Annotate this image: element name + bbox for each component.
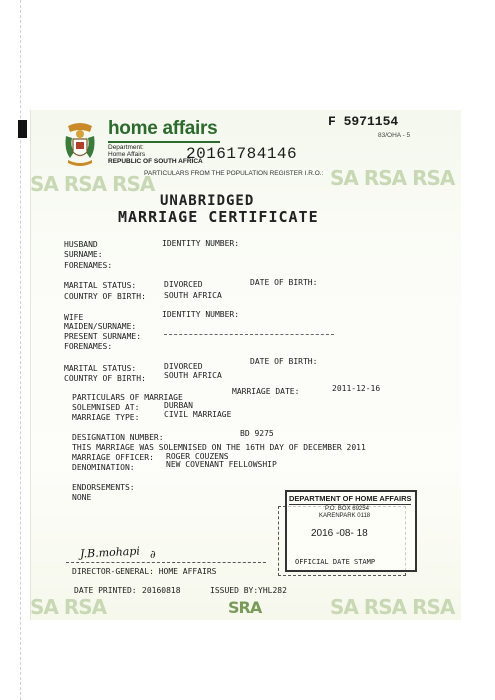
- issued-by-label: ISSUED BY:: [210, 586, 259, 595]
- solemnised-sentence: THIS MARRIAGE WAS SOLEMNISED ON THE 16TH DAY OF DECEMBER 2011: [72, 443, 366, 452]
- officer-value: ROGER COUZENS: [166, 452, 229, 461]
- stamp-date: 2016 -08- 18: [311, 528, 368, 539]
- particulars-label: PARTICULARS OF MARRIAGE: [72, 393, 183, 402]
- solemnised-label: SOLEMNISED AT:: [72, 403, 140, 412]
- stamp-line-1-underline: [289, 504, 411, 505]
- binder-tab: [18, 120, 27, 138]
- date-printed-value: 20160818: [142, 586, 181, 595]
- husband-id-label: IDENTITY NUMBER:: [162, 239, 240, 248]
- dept-line-3: REPUBLIC OF SOUTH AFRICA: [108, 158, 203, 165]
- official-date-stamp: [285, 490, 417, 572]
- designation-value: BD 9275: [240, 429, 274, 438]
- coat-of-arms-icon: [60, 122, 100, 168]
- dept-line-2: Home Affairs: [108, 151, 146, 158]
- id-number: 20161784146: [186, 145, 298, 163]
- stamp-line-3: KARENPARK 0118: [319, 513, 371, 519]
- solemnised-value: DURBAN: [164, 401, 193, 410]
- signature-mark: ∂: [150, 548, 156, 561]
- wife-marital-value: DIVORCED: [164, 362, 203, 371]
- designation-label: DESIGNATION NUMBER:: [72, 433, 164, 442]
- husband-country-label: COUNTRY OF BIRTH:: [64, 292, 146, 301]
- date-printed-label: DATE PRINTED:: [74, 586, 137, 595]
- wife-id-label: IDENTITY NUMBER:: [162, 310, 240, 319]
- issued-by-value: YHL282: [258, 586, 287, 595]
- wife-maiden-label: MAIDEN/SURNAME:: [64, 322, 137, 331]
- title-unabridged: UNABRIDGED: [160, 193, 255, 209]
- husband-marital-label: MARITAL STATUS:: [64, 281, 137, 290]
- husband-surname-label: SURNAME:: [64, 250, 103, 259]
- marriage-type-value: CIVIL MARRIAGE: [164, 410, 232, 419]
- marriage-type-label: MARRIAGE TYPE:: [72, 413, 140, 422]
- watermark-bottom-right: SA RSA RSA: [330, 595, 455, 619]
- husband-marital-value: DIVORCED: [164, 280, 203, 289]
- director-signature: J.B.mohapi: [79, 544, 141, 561]
- register-note: PARTICULARS FROM THE POPULATION REGISTER I.R.O.:: [144, 170, 324, 177]
- form-code: 83/OHA - 5: [378, 132, 411, 139]
- marriage-date-label: MARRIAGE DATE:: [232, 387, 300, 396]
- husband-heading: HUSBAND: [64, 240, 98, 249]
- marriage-date-value: 2011-12-16: [332, 384, 381, 393]
- husband-forenames-label: FORENAMES:: [64, 261, 113, 270]
- officer-label: MARRIAGE OFFICER:: [72, 453, 154, 462]
- title-marriage-certificate: MARRIAGE CERTIFICATE: [118, 208, 319, 226]
- watermark-top-right: SA RSA RSA: [330, 166, 455, 190]
- endorsements-value: NONE: [72, 493, 92, 502]
- endorsements-label: ENDORSEMENTS:: [72, 483, 135, 492]
- brand-name: home affairs: [108, 118, 218, 139]
- watermark-seal: SRA: [228, 598, 262, 617]
- dept-line-1: Department:: [108, 144, 144, 151]
- serial-number: F 5971154: [328, 114, 399, 129]
- signature-line: [66, 562, 266, 563]
- husband-dob-label: DATE OF BIRTH:: [250, 278, 318, 287]
- brand-underline: [108, 141, 220, 143]
- director-label: DIRECTOR-GENERAL: HOME AFFAIRS: [72, 567, 217, 576]
- stamp-footer: OFFICIAL DATE STAMP: [295, 558, 376, 566]
- wife-heading: WIFE: [64, 313, 84, 322]
- wife-country-label: COUNTRY OF BIRTH:: [64, 374, 146, 383]
- binder-edge: [20, 0, 23, 700]
- wife-dob-label: DATE OF BIRTH:: [250, 357, 318, 366]
- watermark-top-left: SA RSA RSA: [30, 172, 155, 196]
- wife-country-value: SOUTH AFRICA: [164, 371, 222, 380]
- wife-forenames-label: FORENAMES:: [64, 342, 113, 351]
- wife-present-label: PRESENT SURNAME:: [64, 332, 142, 341]
- watermark-bottom-left: SA RSA: [30, 595, 107, 619]
- stamp-line-2: P.O. BOX 69254: [325, 506, 369, 512]
- denomination-label: DENOMINATION:: [72, 463, 135, 472]
- wife-present-blank-line: [164, 334, 334, 335]
- wife-marital-label: MARITAL STATUS:: [64, 364, 137, 373]
- stamp-line-1: DEPARTMENT OF HOME AFFAIRS: [289, 494, 412, 503]
- husband-country-value: SOUTH AFRICA: [164, 291, 222, 300]
- denomination-value: NEW COVENANT FELLOWSHIP: [166, 460, 277, 469]
